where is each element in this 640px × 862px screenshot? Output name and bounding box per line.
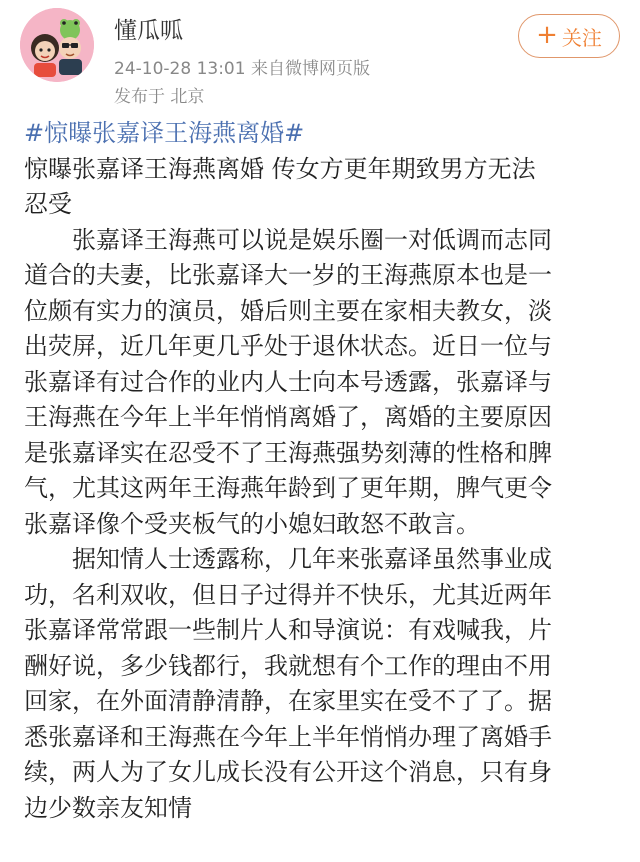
paragraph-line: 回家，在外面清静清静，在家里实在受不了了。据 [24,687,552,715]
paragraph-line: 张嘉译有过合作的业内人士向本号透露，张嘉译与 [24,367,552,396]
paragraph-line: 气，尤其这两年王海燕年龄到了更年期，脾气更令 [24,474,552,502]
headline-line: 惊曝张嘉译王海燕离婚 传女方更年期致男方无法 [24,154,536,183]
post-paragraph-2 [24,542,620,826]
paragraph-line: 边少数亲友知情 [24,793,192,822]
paragraph-line: 道合的夫妻，比张嘉译大一岁的王海燕原本也是一 [24,261,552,289]
post-time-source: 24-10-28 13:01 来自微博网页版 [114,59,370,79]
hashtag-link[interactable]: #惊曝张嘉译王海燕离婚# [24,119,305,147]
post-location: 发布于 北京 [114,87,205,107]
follow-button-label: 关注 [561,25,602,50]
plus-icon: + [536,20,558,50]
post-paragraph-1 [24,223,620,543]
post-content [24,116,620,826]
paragraph-line: 功，名利双收，但日子过得并不快乐，尤其近两年 [24,580,552,609]
avatar-cartoon-icon [20,8,94,82]
post-headline [24,152,620,223]
paragraph-line: 续，两人为了女儿成长没有公开这个消息，只有身 [24,758,552,786]
paragraph-line: 据知情人士透露称，几年来张嘉译虽然事业成 [72,545,552,573]
paragraph-line: 位颇有实力的演员，婚后则主要在家相夫教女，淡 [24,296,552,325]
paragraph-line: 是张嘉译实在忍受不了王海燕强势刻薄的性格和脾 [24,438,552,467]
username[interactable]: 懂瓜呱 [114,18,183,44]
paragraph-line: 酬好说，多少钱都行，我就想有个工作的理由不用 [24,651,552,680]
paragraph-line: 张嘉译像个受夹板气的小媳妇敢怒不敢言。 [24,509,480,538]
paragraph-line: 王海燕在今年上半年悄悄离婚了，离婚的主要原因 [24,403,552,431]
headline-line: 忍受 [24,190,72,218]
paragraph-line: 张嘉译王海燕可以说是娱乐圈一对低调而志同 [72,225,552,254]
paragraph-line: 出荧屏，近几年更几乎处于退休状态。近日一位与 [24,332,552,360]
user-avatar[interactable] [20,8,94,82]
follow-button[interactable] [518,14,620,58]
paragraph-line: 张嘉译常常跟一些制片人和导演说：有戏喊我，片 [24,616,552,644]
paragraph-line: 悉张嘉译和王海燕在今年上半年悄悄办理了离婚手 [24,722,552,751]
